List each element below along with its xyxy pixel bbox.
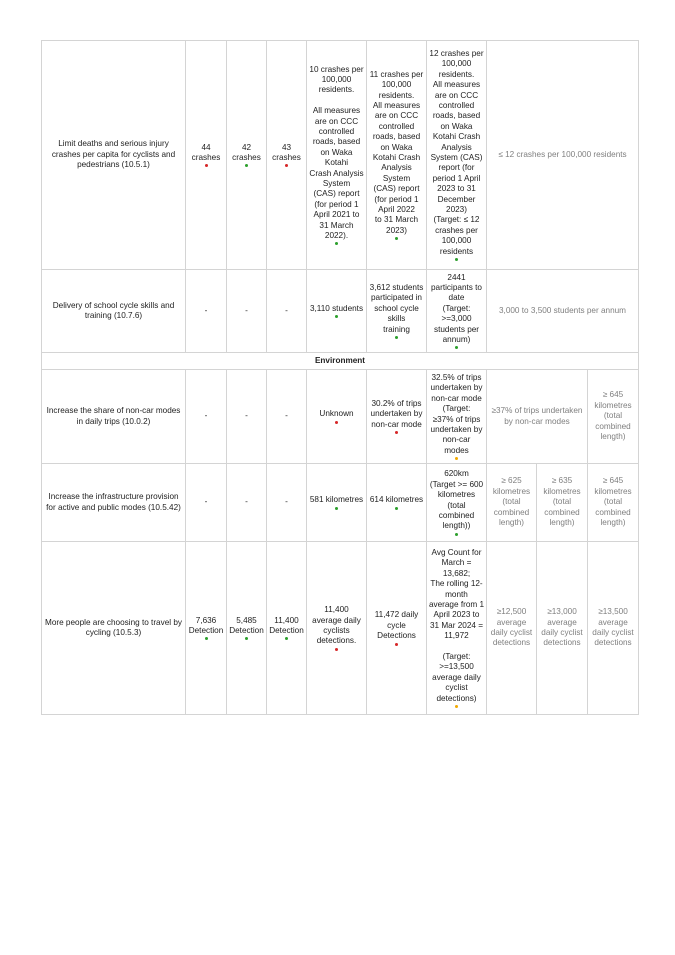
result-cell: - <box>227 464 267 542</box>
table-row <box>42 41 639 270</box>
measure-label: Delivery of school cycle skills and training (10.7.6) <box>42 270 186 353</box>
status-dot-icon <box>455 705 458 708</box>
status-dot-icon <box>395 507 398 510</box>
measure-label: Limit deaths and serious injury crashes per capita for cyclists and pedestrians (10.5.1) <box>42 41 186 270</box>
result-text: 11 crashes per 100,000 residents. All measures are on CCC controlled roads, based on Waka Kotahi Crash Analysis System (CAS) report (for period 1 April 2022 to 31 March 2023) <box>369 69 424 235</box>
status-dot-icon <box>335 315 338 318</box>
result-text: 11,400 Detection <box>269 615 304 635</box>
result-cell <box>267 542 307 715</box>
result-text: 12 crashes per 100,000 residents. All measures are on CCC controlled roads, based on Waka Kotahi Crash Analysis System (CAS) report (for period 1 April 2023 to 31 December 2023) (Target: ≤ 12 crashes per 100,000 residents <box>429 48 484 256</box>
section-row <box>42 353 639 370</box>
target-text: ≥ 625 kilometres (total combined length) <box>492 476 531 528</box>
result-cell <box>367 370 427 464</box>
result-cell <box>367 41 427 270</box>
result-cell: - <box>186 270 227 353</box>
result-cell <box>427 370 487 464</box>
result-cell <box>307 464 367 542</box>
target-cell <box>487 370 588 464</box>
status-dot-icon <box>335 507 338 510</box>
status-dot-icon <box>335 421 338 424</box>
measure-label: Increase the infrastructure provision for active and public modes (10.5.42) <box>42 464 186 542</box>
target-cell <box>487 542 537 715</box>
result-cell: - <box>227 270 267 353</box>
result-text: 42 crashes <box>232 142 261 162</box>
result-text: Avg Count for March = 13,682; The rolling 12- month average from 1 April 2023 to 31 Mar 2024 = 11,972 (Target: >=13,500 average daily cyclist detections) <box>428 547 485 703</box>
result-cell: - <box>186 370 227 464</box>
table-row <box>42 542 639 715</box>
result-text: 2441 participants to date (Target: >=3,000 students per annum) <box>431 272 482 345</box>
measure-label: More people are choosing to travel by cycling (10.5.3) <box>42 542 186 715</box>
status-dot-icon <box>455 533 458 536</box>
result-text: 5,485 Detection <box>229 615 264 635</box>
result-text: 614 kilometres <box>369 495 424 505</box>
result-text: 3,612 students participated in school cycle skills training <box>369 282 424 334</box>
target-cell <box>537 542 588 715</box>
result-cell <box>186 542 227 715</box>
status-dot-icon <box>205 637 208 640</box>
measure-label: Increase the share of non-car modes in daily trips (10.0.2) <box>42 370 186 464</box>
result-cell <box>367 270 427 353</box>
result-cell: - <box>267 464 307 542</box>
result-cell: - <box>227 370 267 464</box>
result-text: 43 crashes <box>272 142 301 162</box>
result-text: 11,400 average daily cyclists detections. <box>312 605 361 646</box>
status-dot-icon <box>335 648 338 651</box>
status-dot-icon <box>245 164 248 167</box>
target-cell <box>588 464 639 542</box>
result-cell <box>427 41 487 270</box>
status-dot-icon <box>395 237 398 240</box>
target-cell <box>588 370 639 464</box>
result-cell <box>427 464 487 542</box>
result-cell <box>267 41 307 270</box>
result-cell: - <box>186 464 227 542</box>
target-text: ≥12,500 average daily cyclist detections <box>490 607 533 648</box>
result-text: 10 crashes per 100,000 residents. All measures are on CCC controlled roads, based on Waka Kotahi Crash Analysis System (CAS) report (for period 1 April 2021 to 31 March 2022). <box>309 64 364 241</box>
status-dot-icon <box>455 346 458 349</box>
status-dot-icon <box>285 164 288 167</box>
status-dot-icon <box>335 242 338 245</box>
target-cell <box>588 542 639 715</box>
target-text: ≥37% of trips undertaken by non-car modes <box>491 406 583 426</box>
result-text: 11,472 daily cycle Detections <box>374 610 419 641</box>
target-cell <box>537 464 588 542</box>
status-dot-icon <box>455 258 458 261</box>
result-cell <box>307 270 367 353</box>
table-row <box>42 370 639 464</box>
target-cell <box>487 464 537 542</box>
target-cell: ≤ 12 crashes per 100,000 residents <box>487 41 639 270</box>
result-cell <box>307 542 367 715</box>
result-text: Unknown <box>319 409 354 419</box>
result-text: 7,636 Detection <box>188 615 224 635</box>
status-dot-icon <box>395 643 398 646</box>
result-cell <box>227 542 267 715</box>
result-cell <box>367 542 427 715</box>
result-cell <box>307 41 367 270</box>
result-cell <box>427 542 487 715</box>
target-text: ≥ 645 kilometres (total combined length) <box>594 476 632 528</box>
result-text: 44 crashes <box>191 142 221 162</box>
table-row <box>42 270 639 353</box>
table-row <box>42 464 639 542</box>
result-text: 3,110 students <box>309 303 364 313</box>
status-dot-icon <box>285 637 288 640</box>
target-text: ≥ 645 kilometres (total combined length) <box>594 390 632 442</box>
result-text: 581 kilometres <box>309 495 364 505</box>
status-dot-icon <box>245 637 248 640</box>
result-cell <box>427 270 487 353</box>
performance-measures-table <box>41 40 639 715</box>
status-dot-icon <box>395 336 398 339</box>
target-cell: 3,000 to 3,500 students per annum <box>487 270 639 353</box>
target-text: ≥ 635 kilometres (total combined length) <box>543 476 581 528</box>
target-text: ≥13,500 average daily cyclist detections <box>592 607 634 648</box>
status-dot-icon <box>395 431 398 434</box>
result-cell <box>307 370 367 464</box>
status-dot-icon <box>455 457 458 460</box>
result-cell: - <box>267 370 307 464</box>
result-cell <box>367 464 427 542</box>
result-text: 620km (Target >= 600 kilometres (total combined length)) <box>429 469 484 531</box>
target-text: ≥13,000 average daily cyclist detections <box>541 607 583 648</box>
result-text: 30.2% of trips undertaken by non-car mode <box>370 398 423 429</box>
result-cell <box>227 41 267 270</box>
result-text: 32.5% of trips undertaken by non-car mode (Target: ≥37% of trips undertaken by non-car modes <box>430 372 483 455</box>
result-cell <box>186 41 227 270</box>
result-cell: - <box>267 270 307 353</box>
status-dot-icon <box>205 164 208 167</box>
section-heading-environment: Environment <box>42 353 639 370</box>
